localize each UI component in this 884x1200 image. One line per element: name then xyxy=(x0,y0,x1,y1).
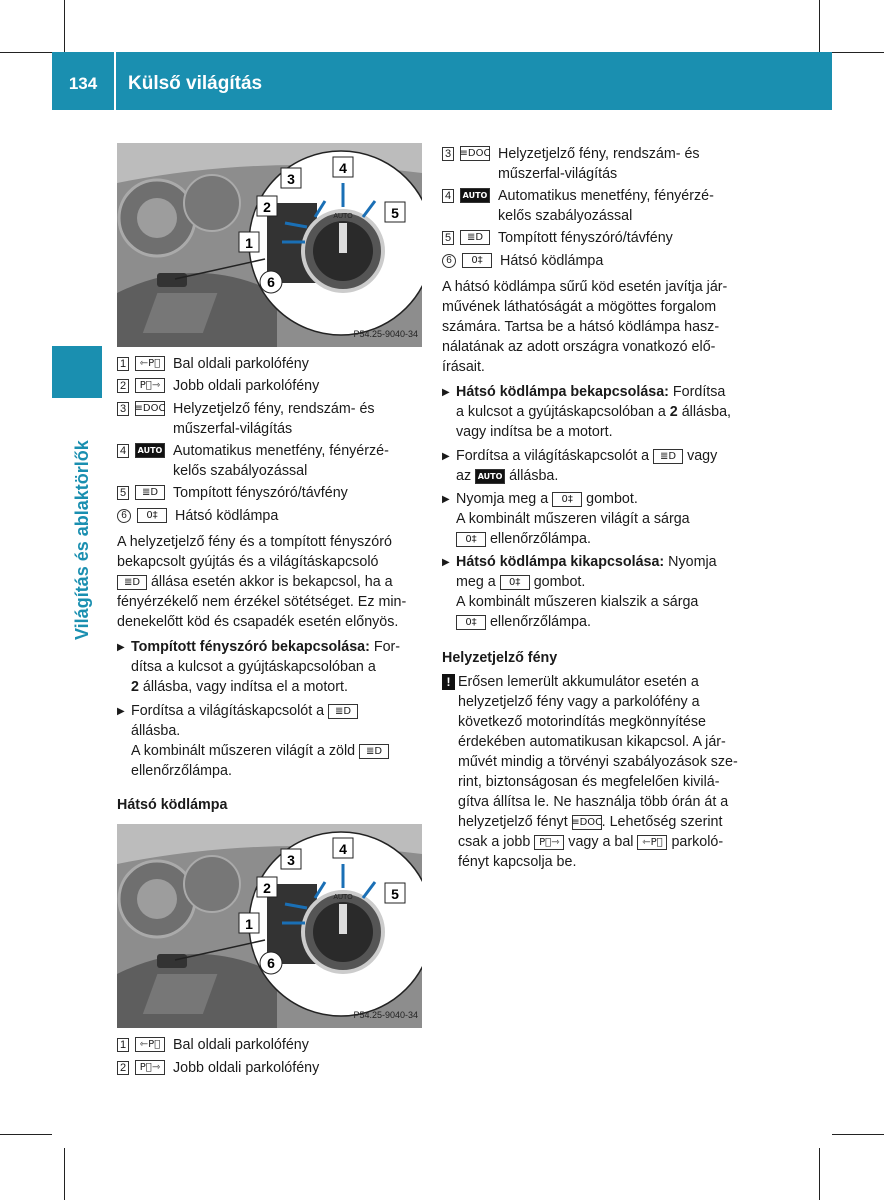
page-number: 134 xyxy=(68,74,98,93)
svg-text:AUTO: AUTO xyxy=(333,213,353,220)
crop-mark xyxy=(819,0,820,52)
crop-mark xyxy=(832,52,884,53)
item-number: 5 xyxy=(442,231,454,245)
svg-text:AUTO: AUTO xyxy=(333,894,353,901)
text-line: ≣D állása esetén akkor is bekapcsol, ha a xyxy=(117,572,422,592)
item-number: 6 xyxy=(117,509,131,523)
page-title: Külső világítás xyxy=(128,73,263,94)
crop-mark xyxy=(64,1148,65,1200)
parking-light-right-icon: P⃒⇾ xyxy=(135,378,165,393)
dashboard-illustration xyxy=(117,143,422,347)
crop-mark xyxy=(819,1148,820,1200)
instruction-step: ▶ Nyomja meg a 0‡ gombot. A kombinált műszeren világít a sárga 0‡ ellenőrzőlámpa. xyxy=(442,489,752,549)
side-light-icon: ≡DOC xyxy=(134,403,166,414)
figure-caption: P54.25-9040-34 xyxy=(353,1010,418,1020)
rear-fog-icon: 0‡ xyxy=(137,508,167,523)
section-tab xyxy=(52,346,102,398)
svg-text:4: 4 xyxy=(339,160,347,176)
legend-item xyxy=(442,144,747,184)
rear-fog-icon: 0‡ xyxy=(552,492,582,507)
dipped-beam-icon: ≣D xyxy=(135,485,165,500)
auto-light-icon: AUTO xyxy=(135,443,165,458)
svg-text:3: 3 xyxy=(287,852,295,868)
legend-item xyxy=(117,441,417,481)
dipped-beam-icon: ≣D xyxy=(460,230,490,245)
item-number: 1 xyxy=(117,357,129,371)
legend-text: Tompított fényszóró/távfény xyxy=(173,485,348,501)
legend-item xyxy=(117,1058,319,1078)
svg-text:2: 2 xyxy=(263,880,271,896)
instruction-step: ▶ Hátsó ködlámpa kikapcsolása: Nyomja meg a 0‡ gombot. A kombinált műszeren kialszik a sárga 0‡ ellenőrzőlámpa. xyxy=(442,552,752,632)
svg-text:1: 1 xyxy=(245,916,253,932)
svg-text:5: 5 xyxy=(391,205,399,221)
switch-figure-1 xyxy=(117,143,422,347)
dipped-beam-icon: ≣D xyxy=(653,449,683,464)
legend-text: Tompított fényszóró/távfény xyxy=(498,230,673,246)
item-number: 5 xyxy=(117,486,129,500)
dipped-beam-icon: ≣D xyxy=(117,575,147,590)
auto-light-icon: AUTO xyxy=(475,469,505,484)
body-paragraph: A hátsó ködlámpa sűrű köd esetén javítja jár- művének láthatóságát a mögöttes forgalom számára. Tartsa be a hátsó ködlámpa hasz- nálatának az adott országra vonatkozó elő- írásait. xyxy=(442,279,728,375)
legend-text: Jobb oldali parkolófény xyxy=(173,378,320,394)
item-number: 1 xyxy=(117,1038,129,1052)
legend-text: Hátsó ködlámpa xyxy=(175,508,279,524)
crop-mark xyxy=(0,1134,52,1135)
legend-text: Helyzetjelző fény, rendszám- és műszerfal-világítás xyxy=(173,401,375,437)
parking-light-right-icon: P⃒⇾ xyxy=(534,835,564,850)
item-number: 3 xyxy=(442,147,454,161)
text-line: denekelőtt köd és csapadék esetén előnyös. xyxy=(117,614,399,630)
header-divider xyxy=(114,52,116,110)
text-line: bekapcsolt gyújtás és a világításkapcsoló xyxy=(117,554,379,570)
instruction-step: ▶ Fordítsa a világításkapcsolót a ≣D vagy az AUTO állásba. xyxy=(442,446,752,486)
svg-text:4: 4 xyxy=(339,841,347,857)
legend-item xyxy=(117,483,348,503)
crop-mark xyxy=(832,1134,884,1135)
auto-light-icon: AUTO xyxy=(460,188,490,203)
section-heading: Helyzetjelző fény xyxy=(442,650,558,666)
text-line: A helyzetjelző fény és a tompított fényszóró xyxy=(117,534,392,550)
legend-item xyxy=(117,1035,309,1055)
page-header xyxy=(52,52,832,110)
crop-mark xyxy=(0,52,52,53)
item-number: 4 xyxy=(117,444,129,458)
body-paragraph xyxy=(117,532,422,632)
svg-text:2: 2 xyxy=(263,199,271,215)
parking-light-left-icon: ⇽P⃒ xyxy=(135,1037,165,1052)
legend-item xyxy=(117,399,417,439)
legend-text: Hátsó ködlámpa xyxy=(500,253,604,269)
text-line: fényérzékelő nem érzékel sötétséget. Ez min- xyxy=(117,594,407,610)
instruction-step: ▶ Hátsó ködlámpa bekapcsolása: Fordítsa a kulcsot a gyújtáskapcsolóban a 2 állásba, vagy indítsa be a motort. xyxy=(442,382,752,442)
warning-icon: ! xyxy=(442,674,455,690)
side-light-icon: ≡DOC xyxy=(459,148,491,159)
parking-light-left-icon: ⇽P⃒ xyxy=(135,356,165,371)
section-heading: Hátsó ködlámpa xyxy=(117,797,228,813)
legend-item xyxy=(117,354,309,374)
svg-text:3: 3 xyxy=(287,171,295,187)
item-number: 3 xyxy=(117,402,129,416)
legend-text: Automatikus menetfény, fényérzé-kelős szabályozással xyxy=(498,188,714,224)
item-number: 2 xyxy=(117,1061,129,1075)
item-number: 6 xyxy=(442,254,456,268)
legend-item xyxy=(442,186,747,226)
dashboard-illustration xyxy=(117,824,422,1028)
crop-mark xyxy=(64,0,65,52)
side-light-icon: ≡DOC xyxy=(571,816,603,828)
warning-text: Erősen lemerült akkumulátor esetén a helyzetjelző fény vagy a parkolófény a következő motorindítás megkönnyítése érdekében automatikusan kikapcsol. A jár- művét mindig a törvényi szabályozások sze- rint, biztonságosan és megfelelően kivilá- gítva állítsa le. Ne használja több órán át a helyzetjelző fényt ≡DOC. Lehetőség szerint csak a jobb P⃒⇾ vagy a bal ⇽P⃒ parkoló- fényt kapcsolja be. xyxy=(458,674,738,870)
legend-text: Jobb oldali parkolófény xyxy=(173,1060,320,1076)
rear-fog-icon: 0‡ xyxy=(456,615,486,630)
parking-light-right-icon: P⃒⇾ xyxy=(135,1060,165,1075)
legend-text: Bal oldali parkolófény xyxy=(173,1037,309,1053)
svg-text:1: 1 xyxy=(245,235,253,251)
dipped-beam-icon: ≣D xyxy=(328,704,358,719)
figure-caption: P54.25-9040-34 xyxy=(353,329,418,339)
legend-item xyxy=(442,251,603,271)
dipped-beam-icon: ≣D xyxy=(359,744,389,759)
svg-text:6: 6 xyxy=(267,955,275,971)
legend-text: Automatikus menetfény, fényérzé-kelős szabályozással xyxy=(173,443,389,479)
rear-fog-icon: 0‡ xyxy=(456,532,486,547)
svg-text:5: 5 xyxy=(391,886,399,902)
svg-text:6: 6 xyxy=(267,274,275,290)
legend-text: Bal oldali parkolófény xyxy=(173,356,309,372)
instruction-step: ▶ Tompított fényszóró bekapcsolása: For- dítsa a kulcsot a gyújtáskapcsolóban a 2 állásba, vagy indítsa el a motort. xyxy=(117,637,422,697)
switch-figure-2 xyxy=(117,824,422,1028)
instruction-step: ▶ Fordítsa a világításkapcsolót a ≣D állásba. A kombinált műszeren világít a zöld ≣D ellenőrzőlámpa. xyxy=(117,701,422,781)
rear-fog-icon: 0‡ xyxy=(462,253,492,268)
legend-item xyxy=(117,506,278,526)
rear-fog-icon: 0‡ xyxy=(500,575,530,590)
section-label: Világítás és ablaktörlők xyxy=(72,440,92,640)
item-number: 2 xyxy=(117,379,129,393)
legend-text: Helyzetjelző fény, rendszám- és műszerfal-világítás xyxy=(498,146,700,182)
item-number: 4 xyxy=(442,189,454,203)
legend-item xyxy=(442,228,673,248)
legend-item xyxy=(117,376,319,396)
parking-light-left-icon: ⇽P⃒ xyxy=(637,835,667,850)
